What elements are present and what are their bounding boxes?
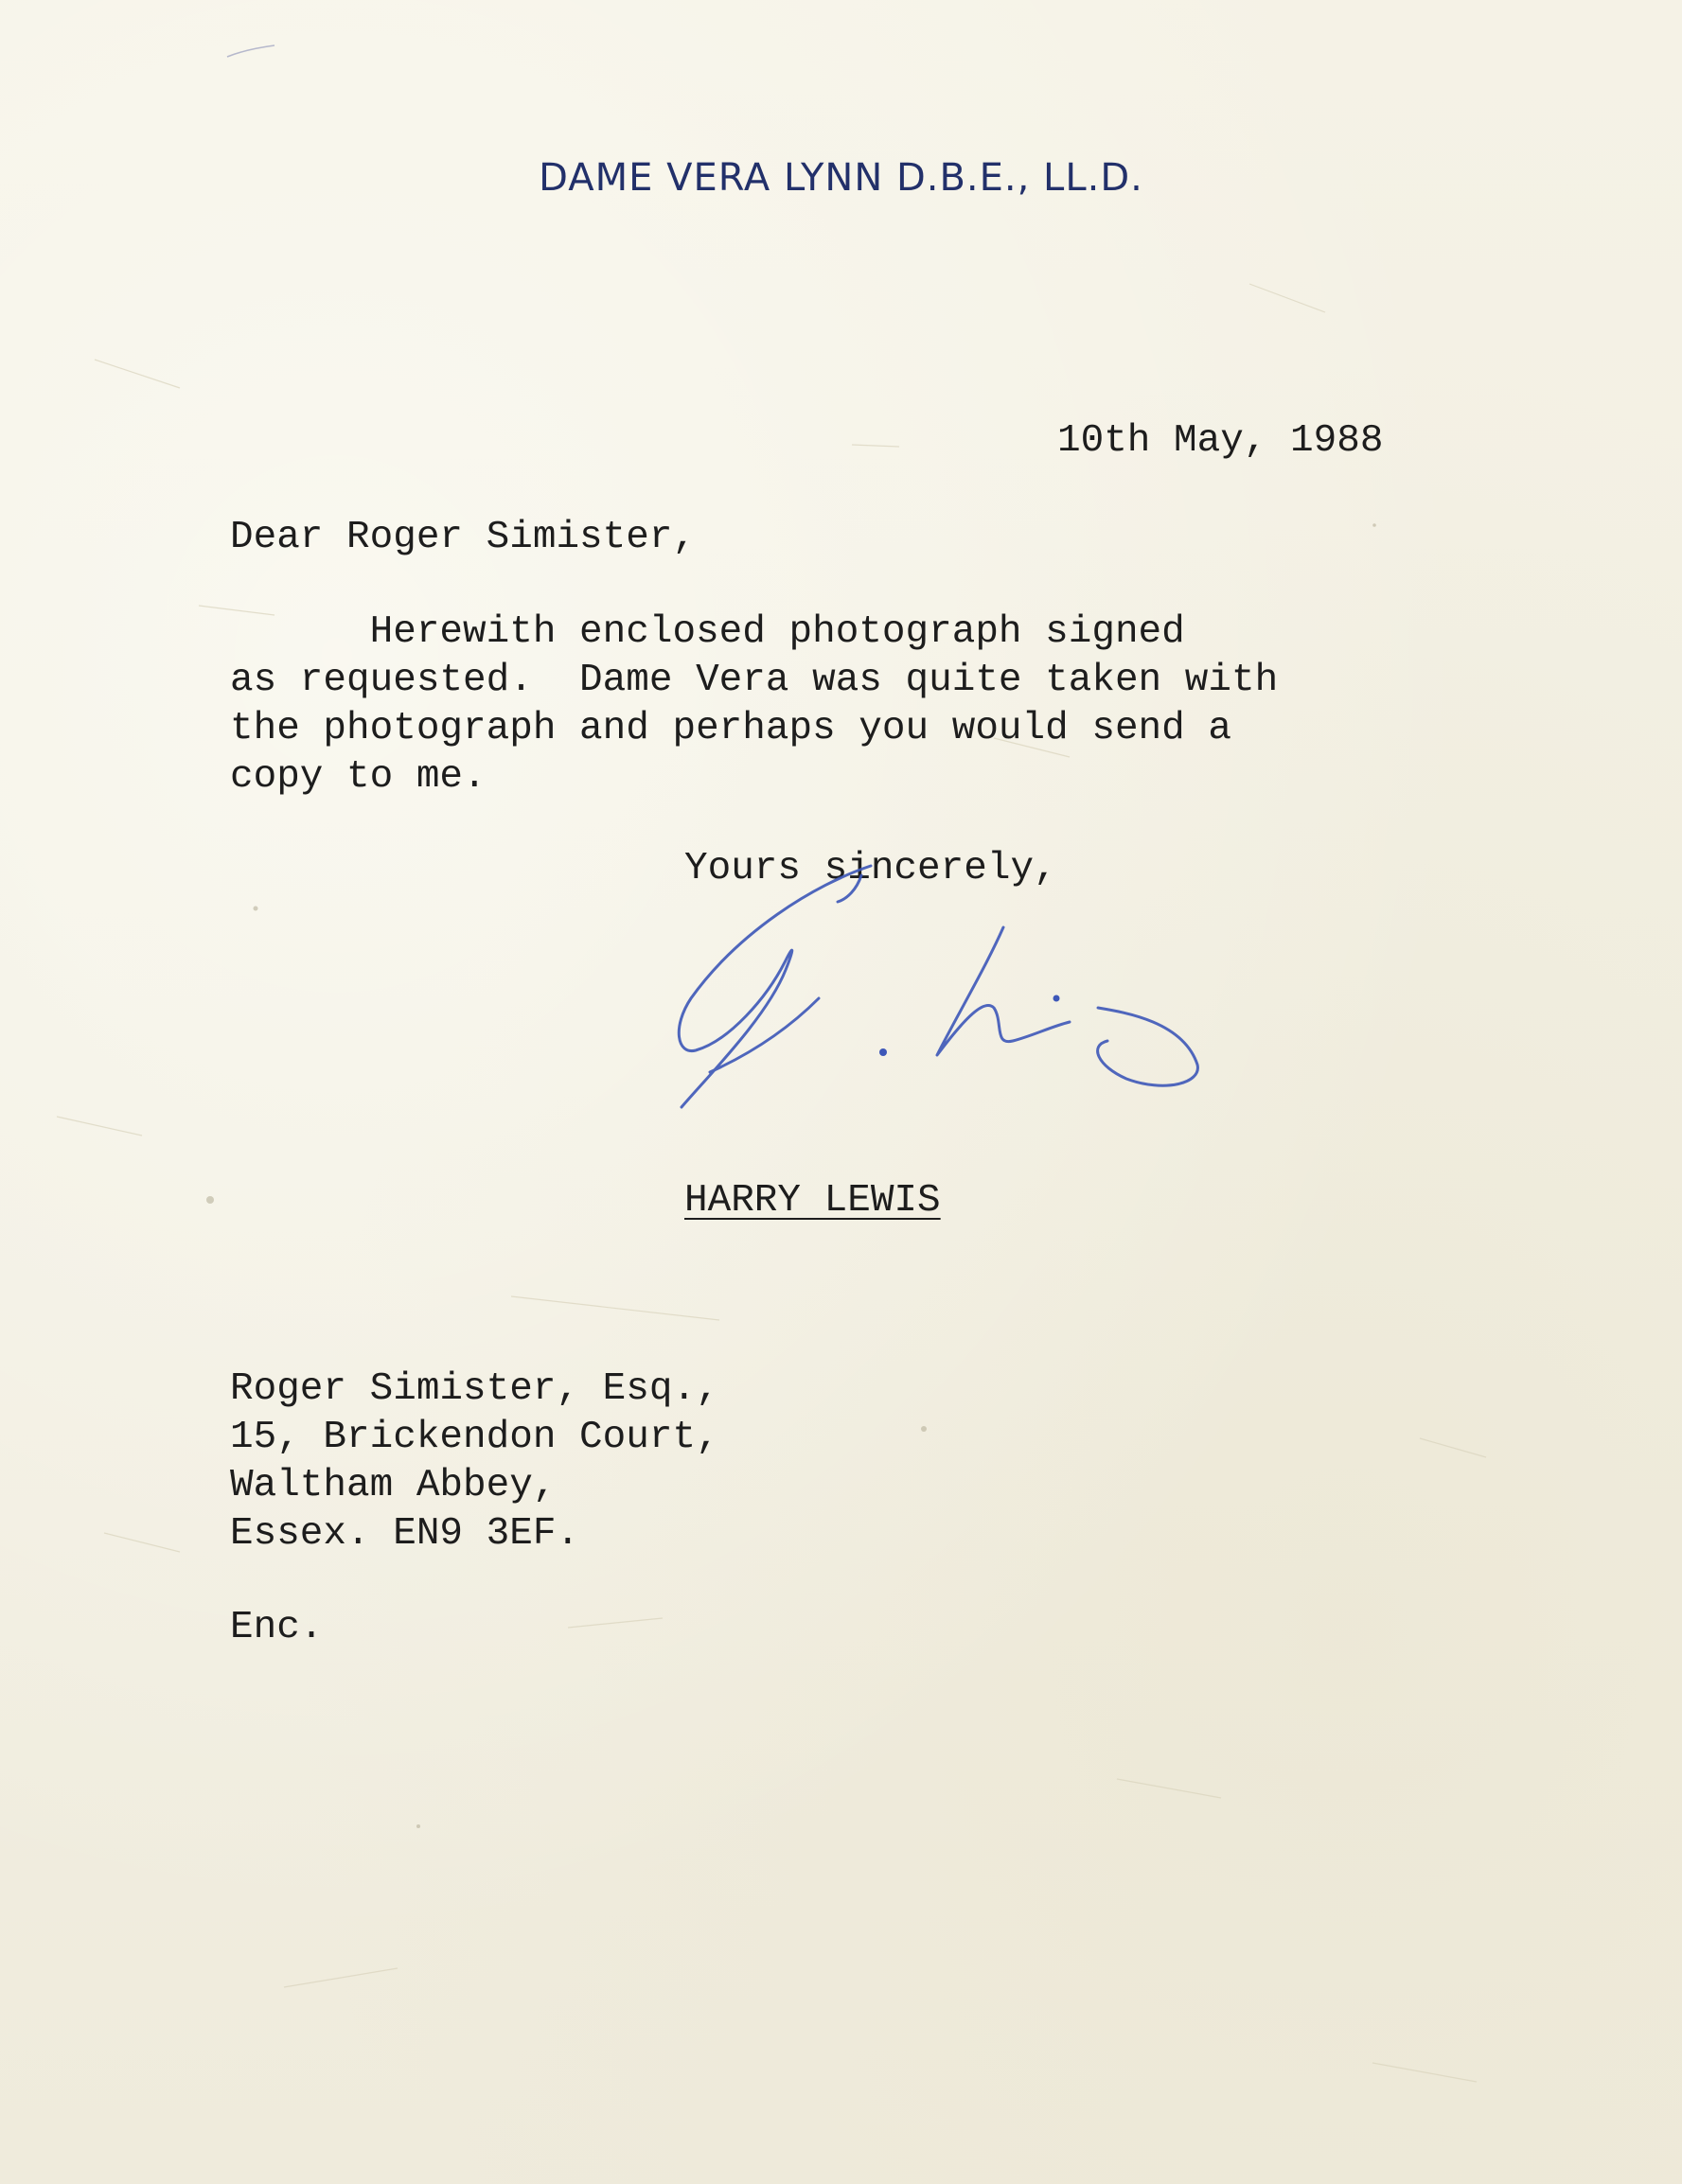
letter-date: 10th May, 1988 xyxy=(1057,419,1384,463)
letter-body xyxy=(230,608,1278,801)
address-line: Roger Simister, Esq., xyxy=(230,1367,719,1411)
body-line: the photograph and perhaps you would send a xyxy=(230,707,1231,750)
letterhead: DAME VERA LYNN D.B.E., LL.D. xyxy=(539,156,1143,200)
handwritten-signature xyxy=(653,856,1221,1131)
body-line: as requested. Dame Vera was quite taken with xyxy=(230,659,1279,702)
address-line: Essex. EN9 3EF. xyxy=(230,1512,580,1556)
body-line: Herewith enclosed photograph signed xyxy=(230,610,1185,654)
body-line: copy to me. xyxy=(230,755,487,799)
address-line: Waltham Abbey, xyxy=(230,1464,557,1507)
salutation: Dear Roger Simister, xyxy=(230,516,697,559)
address-line: 15, Brickendon Court, xyxy=(230,1416,719,1459)
signer-name: HARRY LEWIS xyxy=(684,1179,941,1223)
closing: Yours sincerely, xyxy=(684,847,1057,890)
enclosure-note: Enc. xyxy=(230,1606,324,1649)
recipient-address xyxy=(230,1365,719,1559)
